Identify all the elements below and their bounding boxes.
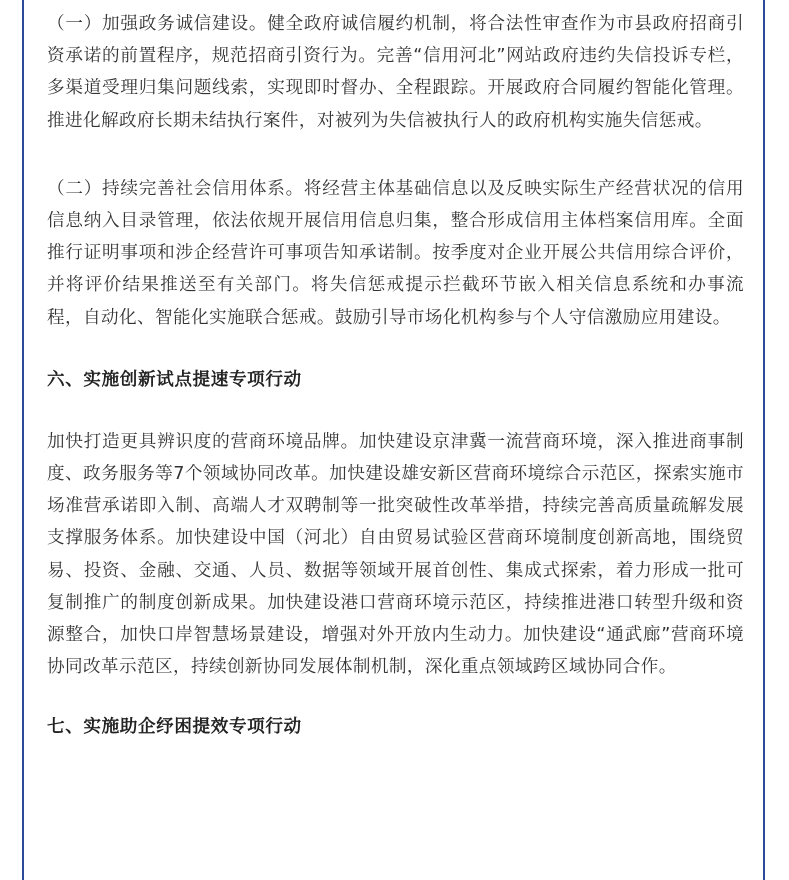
paragraph-spacer xyxy=(47,396,744,426)
paragraph-government-integrity: （一）加强政务诚信建设。健全政府诚信履约机制，将合法性审查作为市县政府招商引资承诺的前置程序，规范招商引资行为。完善“信用河北”网站政府违约失信投诉专栏，多渠道受理归集问题线索，实现即时督办、全程跟踪。开展政府合同履约智能化管理。推进化解政府长期未结执行案件，对被列为失信被执行人的政府机构实施失信惩戒。 xyxy=(47,14,744,131)
paragraph-spacer xyxy=(47,683,744,711)
paragraph-spacer xyxy=(47,137,744,173)
paragraph-innovation-pilot: 加快打造更具辨识度的营商环境品牌。加快建设京津冀一流营商环境，深入推进商事制度、政务服务等7个领域协同改革。加快建设雄安新区营商环境综合示范区，探索实施市场准营承诺即入制、高端人才双聘制等一批突破性改革举措，持续完善高质量疏解发展支撑服务体系。加快建设中国（河北）自由贸易试验区营商环境制度创新高地，围绕贸易、投资、金融、交通、人员、数据等领域开展首创性、集成式探索，着力形成一批可复制推广的制度创新成果。加快建设港口营商环境示范区，持续推进港口转型升级和资源整合，加快口岸智慧场景建设，增强对外开放内生动力。加快建设“通武廊”营商环境协同改革示范区，持续创新协同发展体制机制，深化重点领域跨区域协同合作。 xyxy=(47,431,744,678)
article-body xyxy=(47,0,744,743)
paragraph-spacer xyxy=(47,334,744,364)
section-heading-seven: 七、实施助企纾困提效专项行动 xyxy=(47,717,302,738)
section-heading-six: 六、实施创新试点提速专项行动 xyxy=(47,369,302,390)
paragraph-social-credit: （二）持续完善社会信用体系。将经营主体基础信息以及反映实际生产经营状况的信用信息纳入目录管理，依法依规开展信用信息归集，整合形成信用主体档案信用库。全面推行证明事项和涉企经营许可事项告知承诺制。按季度对企业开展公共信用综合评价，并将评价结果推送至有关部门。将失信惩戒提示拦截环节嵌入相关信息系统和办事流程，自动化、智能化实施联合惩戒。鼓励引导市场化机构参与个人守信激励应用建设。 xyxy=(47,178,744,328)
